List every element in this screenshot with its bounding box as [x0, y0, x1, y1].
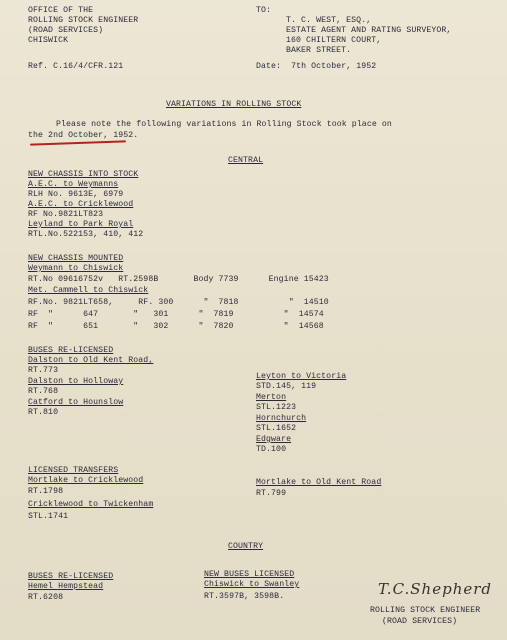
- red-underline-mark: [30, 140, 126, 145]
- signoff-title: ROLLING STOCK ENGINEER: [370, 606, 481, 615]
- new-chassis-line-3: A.E.C. to Cricklewood: [28, 200, 134, 209]
- from-office: OFFICE OF THE: [28, 6, 94, 15]
- new-chassis-line-4: RF No.9821LT823: [28, 210, 104, 219]
- relicensed-left-3: Dalston to Holloway: [28, 377, 124, 386]
- from-dept: (ROAD SERVICES): [28, 26, 104, 35]
- relicensed-right-8: TD.100: [256, 445, 287, 454]
- new-chassis-line-5: Leyland to Park Royal: [28, 220, 134, 229]
- section-country: COUNTRY: [228, 542, 264, 551]
- transfers-left-3: Cricklewood to Twickenham: [28, 500, 154, 509]
- country-new-line-2: RT.3597B, 3598B.: [204, 592, 285, 601]
- country-new-line-1: Chiswick to Swanley: [204, 580, 300, 589]
- relicensed-right-4: STL.1223: [256, 403, 297, 412]
- transfers-left-2: RT.1798: [28, 487, 64, 496]
- relicensed-left-2: RT.773: [28, 366, 59, 375]
- relicensed-right-7: Edgware: [256, 435, 292, 444]
- relicensed-left-5: Catford to Hounslow: [28, 398, 124, 407]
- transfers-right-2: RT.799: [256, 489, 287, 498]
- to-name: T. C. WEST, ESQ.,: [286, 16, 372, 25]
- country-relicensed-heading: BUSES RE-LICENSED: [28, 572, 114, 581]
- mounted-sub-1: Weymann to Chiswick: [28, 264, 124, 273]
- mounted-row-4: RF " 651 " 302 " 7820 " 14568: [28, 322, 324, 331]
- intro-line-1: Please note the following variations in Rolling Stock took place on: [56, 120, 392, 129]
- relicensed-left-4: RT.768: [28, 387, 59, 396]
- transfers-heading: LICENSED TRANSFERS: [28, 466, 119, 475]
- relicensed-right-3: Merton: [256, 393, 287, 402]
- to-title: ESTATE AGENT AND RATING SURVEYOR,: [286, 26, 452, 35]
- from-title: ROLLING STOCK ENGINEER: [28, 16, 139, 25]
- transfers-right-1: Mortlake to Old Kent Road: [256, 478, 382, 487]
- relicensed-right-5: Hornchurch: [256, 414, 307, 423]
- mounted-row-3: RF " 647 " 301 " 7819 " 14574: [28, 310, 324, 319]
- relicensed-right-1: Leyton to Victoria: [256, 372, 347, 381]
- relicensed-heading: BUSES RE-LICENSED: [28, 346, 114, 355]
- reference: Ref. C.16/4/CFR.121: [28, 62, 124, 71]
- signoff-dept: (ROAD SERVICES): [382, 617, 458, 626]
- mounted-heading: NEW CHASSIS MOUNTED: [28, 254, 124, 263]
- memo-title: VARIATIONS IN ROLLING STOCK: [166, 100, 302, 109]
- signature: T.C.Shepherd: [378, 580, 493, 598]
- country-relicensed-line-1: Hemel Hempstead: [28, 582, 104, 591]
- transfers-left-1: Mortlake to Cricklewood: [28, 476, 144, 485]
- to-address-2: BAKER STREET.: [286, 46, 352, 55]
- mounted-row-1: RT.No 09616752v RT.2598B Body 7739 Engine 15423: [28, 275, 329, 284]
- new-chassis-heading: NEW CHASSIS INTO STOCK: [28, 170, 139, 179]
- intro-line-2: the 2nd October, 1952.: [28, 131, 139, 140]
- memo-date: Date: 7th October, 1952: [256, 62, 377, 71]
- transfers-left-4: STL.1741: [28, 512, 69, 521]
- relicensed-left-1: Dalston to Old Kent Road,: [28, 356, 154, 365]
- mounted-row-2: RF.No. 9821LT658, RF. 300 " 7818 " 14510: [28, 298, 329, 307]
- mounted-sub-2: Met. Cammell to Chiswick: [28, 286, 149, 295]
- from-place: CHISWICK: [28, 36, 69, 45]
- section-central: CENTRAL: [228, 156, 264, 165]
- relicensed-left-6: RT.810: [28, 408, 59, 417]
- new-chassis-line-2: RLH No. 9613E, 6979: [28, 190, 124, 199]
- new-chassis-line-6: RTL.No.522153, 410, 412: [28, 230, 144, 239]
- to-address-1: 160 CHILTERN COURT,: [286, 36, 382, 45]
- relicensed-right-6: STL.1652: [256, 424, 297, 433]
- new-chassis-line-1: A.E.C. to Weymanns: [28, 180, 119, 189]
- country-new-heading: NEW BUSES LICENSED: [204, 570, 295, 579]
- to-label: TO:: [256, 6, 272, 15]
- relicensed-right-2: STD.145, 119: [256, 382, 317, 391]
- country-relicensed-line-2: RT.6208: [28, 593, 64, 602]
